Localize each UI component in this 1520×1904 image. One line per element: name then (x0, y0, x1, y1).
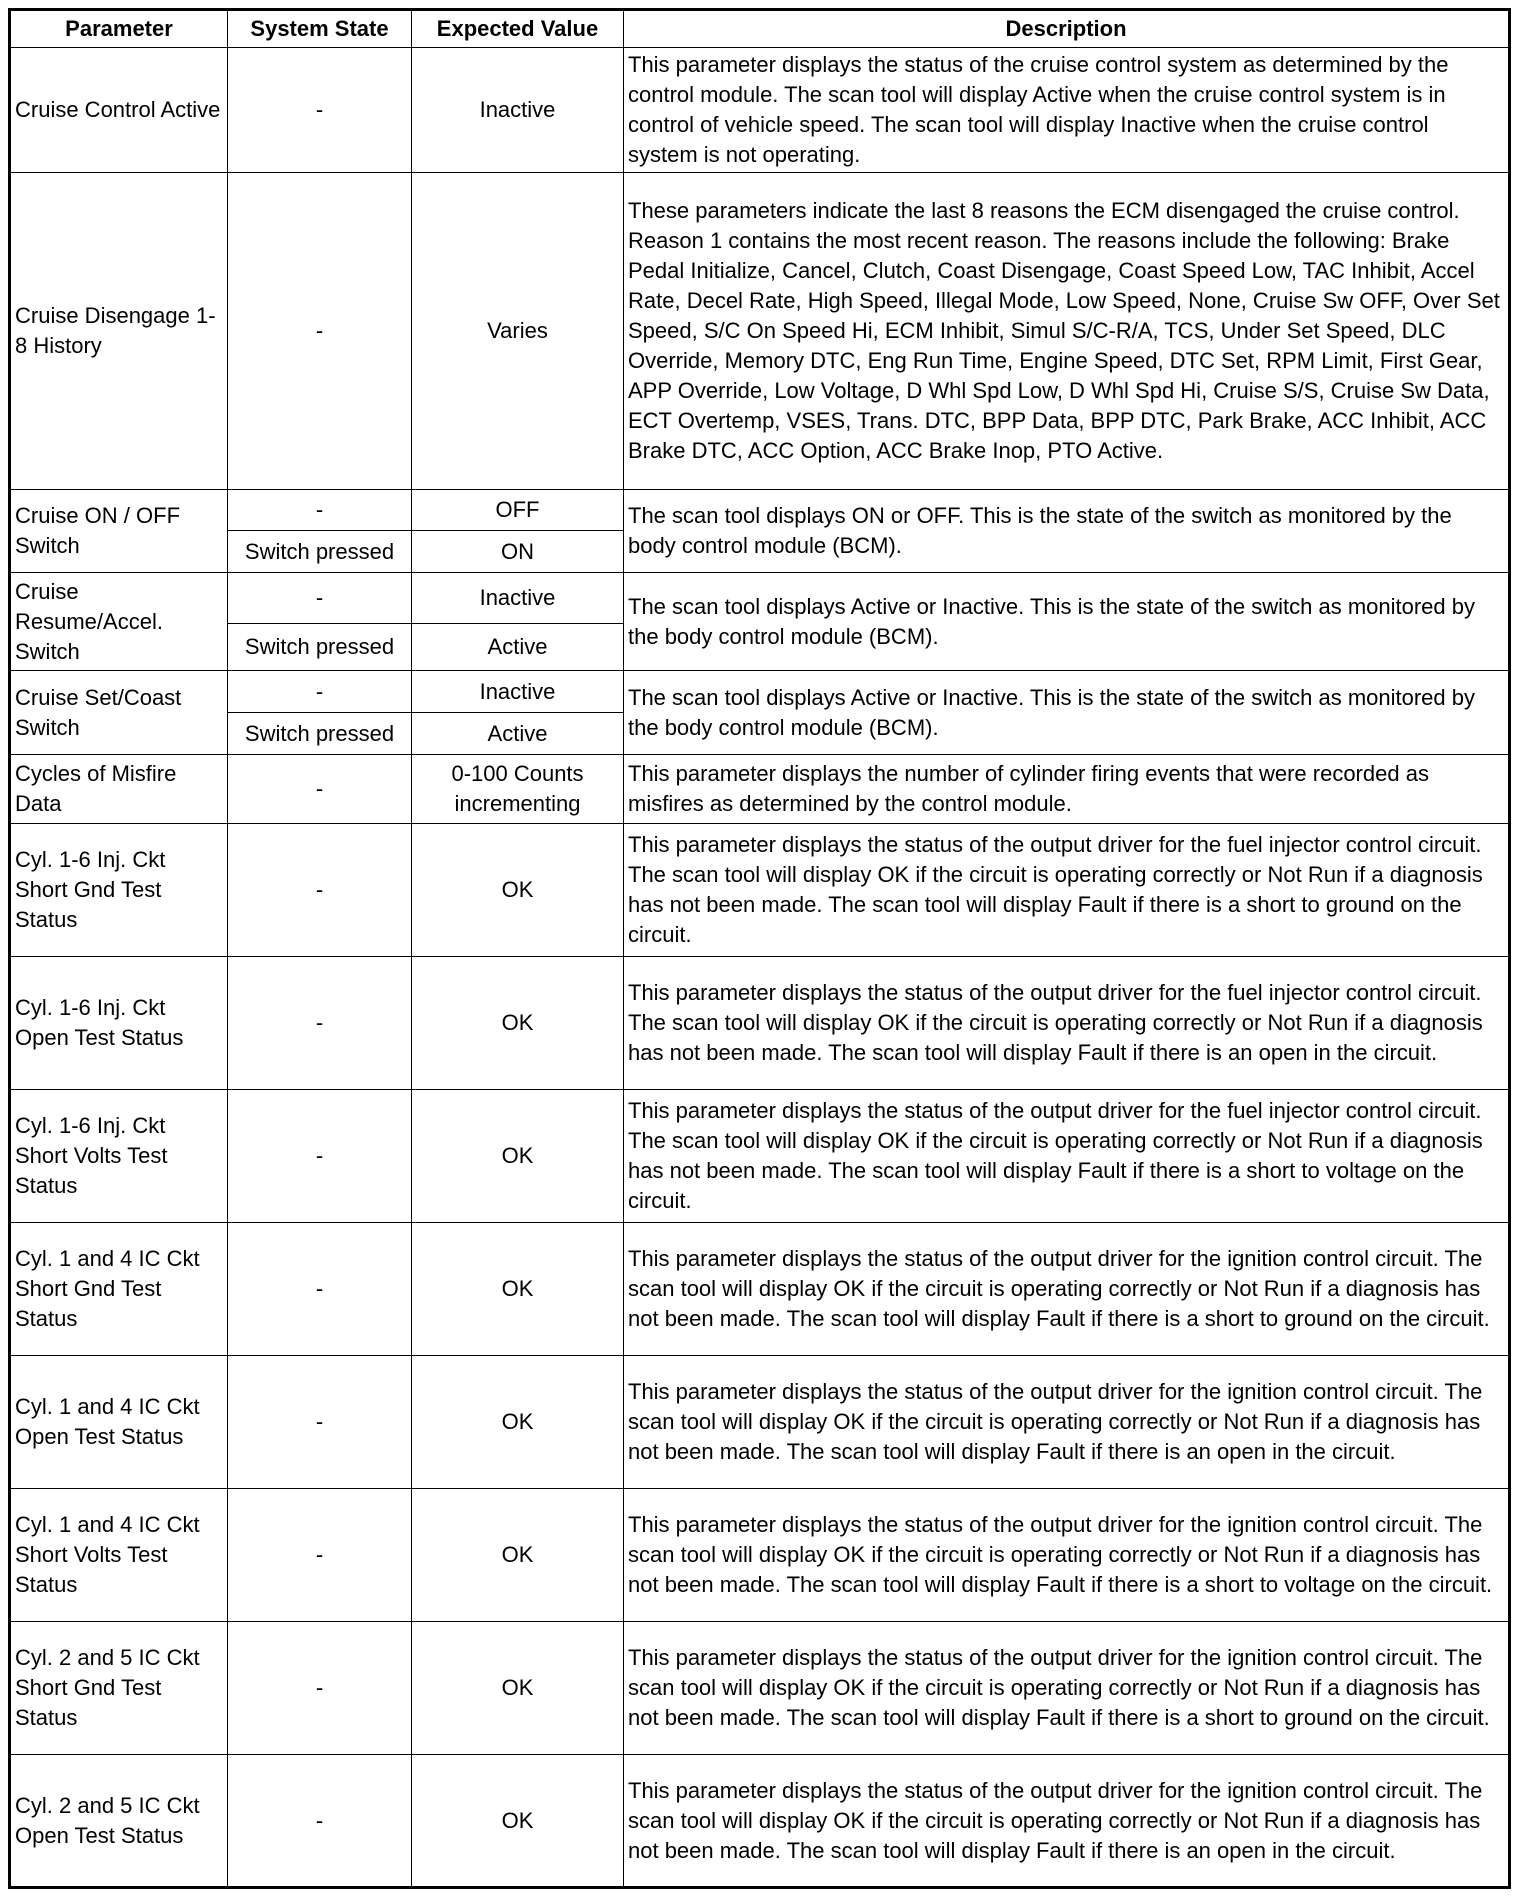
system-state-cell: - (228, 1356, 412, 1489)
expected-value-cell: OK (412, 1223, 624, 1356)
parameter-cell: Cruise ON / OFF Switch (10, 490, 228, 573)
parameter-cell: Cyl. 1 and 4 IC Ckt Short Volts Test Status (10, 1489, 228, 1622)
description-cell: This parameter displays the number of cylinder firing events that were recorded as misfires as determined by the control module. (624, 755, 1510, 824)
table-row (10, 1622, 1510, 1755)
description-cell: This parameter displays the status of the output driver for the ignition control circuit. The scan tool will display OK if the circuit is operating correctly or Not Run if a diagnosis has not been made. The scan tool will display Fault if there is an open in the circuit. (624, 1755, 1510, 1888)
header-expected-value: Expected Value (412, 10, 624, 48)
description-cell: The scan tool displays Active or Inactive. This is the state of the switch as monitored by the body control module (BCM). (624, 671, 1510, 755)
parameter-cell: Cyl. 2 and 5 IC Ckt Open Test Status (10, 1755, 228, 1888)
system-state-cell: - (228, 1223, 412, 1356)
system-state-cell: - (228, 48, 412, 173)
system-state-cell: - (228, 173, 412, 490)
description-cell: This parameter displays the status of the output driver for the fuel injector control circuit. The scan tool will display OK if the circuit is operating correctly or Not Run if a diagnosis has not been made. The scan tool will display Fault if there is an open in the circuit. (624, 957, 1510, 1090)
description-cell: The scan tool displays Active or Inactive. This is the state of the switch as monitored by the body control module (BCM). (624, 573, 1510, 671)
expected-value-cell: OK (412, 1356, 624, 1489)
system-state-cell: - (228, 824, 412, 957)
table-row (10, 671, 1510, 713)
system-state-cell: - (228, 573, 412, 624)
table-row (10, 1090, 1510, 1223)
system-state-cell: Switch pressed (228, 531, 412, 573)
expected-value-cell: 0-100 Counts incrementing (412, 755, 624, 824)
expected-value-cell: Inactive (412, 48, 624, 173)
system-state-cell: - (228, 1090, 412, 1223)
header-parameter: Parameter (10, 10, 228, 48)
expected-value-cell: OK (412, 1755, 624, 1888)
parameter-cell: Cruise Control Active (10, 48, 228, 173)
table-header-row (10, 10, 1510, 48)
expected-value-cell: OK (412, 824, 624, 957)
description-cell: This parameter displays the status of the output driver for the fuel injector control circuit. The scan tool will display OK if the circuit is operating correctly or Not Run if a diagnosis has not been made. The scan tool will display Fault if there is a short to ground on the circuit. (624, 824, 1510, 957)
parameter-cell: Cycles of Misfire Data (10, 755, 228, 824)
table-body (10, 48, 1510, 1888)
system-state-cell: - (228, 1489, 412, 1622)
system-state-cell: Switch pressed (228, 713, 412, 755)
expected-value-cell: OK (412, 1489, 624, 1622)
expected-value-cell: OK (412, 957, 624, 1090)
system-state-cell: - (228, 1622, 412, 1755)
parameter-cell: Cyl. 1-6 Inj. Ckt Short Volts Test Status (10, 1090, 228, 1223)
expected-value-cell: Inactive (412, 671, 624, 713)
table-row (10, 173, 1510, 490)
system-state-cell: Switch pressed (228, 624, 412, 671)
parameter-cell: Cruise Set/Coast Switch (10, 671, 228, 755)
expected-value-cell: Varies (412, 173, 624, 490)
description-cell: The scan tool displays ON or OFF. This is the state of the switch as monitored by the body control module (BCM). (624, 490, 1510, 573)
parameter-cell: Cyl. 1-6 Inj. Ckt Short Gnd Test Status (10, 824, 228, 957)
table-row (10, 1356, 1510, 1489)
table-row (10, 1489, 1510, 1622)
system-state-cell: - (228, 957, 412, 1090)
description-cell: This parameter displays the status of the output driver for the ignition control circuit. The scan tool will display OK if the circuit is operating correctly or Not Run if a diagnosis has not been made. The scan tool will display Fault if there is a short to ground on the circuit. (624, 1622, 1510, 1755)
description-cell: This parameter displays the status of the output driver for the ignition control circuit. The scan tool will display OK if the circuit is operating correctly or Not Run if a diagnosis has not been made. The scan tool will display Fault if there is a short to ground on the circuit. (624, 1223, 1510, 1356)
header-system-state: System State (228, 10, 412, 48)
parameter-cell: Cyl. 1 and 4 IC Ckt Short Gnd Test Status (10, 1223, 228, 1356)
table-row (10, 755, 1510, 824)
table-row (10, 1223, 1510, 1356)
parameter-cell: Cyl. 1 and 4 IC Ckt Open Test Status (10, 1356, 228, 1489)
parameter-table (8, 8, 1511, 1889)
parameter-cell: Cyl. 2 and 5 IC Ckt Short Gnd Test Status (10, 1622, 228, 1755)
system-state-cell: - (228, 671, 412, 713)
expected-value-cell: Inactive (412, 573, 624, 624)
parameter-cell: Cruise Resume/Accel. Switch (10, 573, 228, 671)
table-row (10, 573, 1510, 624)
expected-value-cell: ON (412, 531, 624, 573)
expected-value-cell: OK (412, 1090, 624, 1223)
table-row (10, 490, 1510, 531)
table-row (10, 48, 1510, 173)
parameter-table-container (8, 8, 1508, 1889)
table-row (10, 957, 1510, 1090)
system-state-cell: - (228, 755, 412, 824)
expected-value-cell: OFF (412, 490, 624, 531)
description-cell: This parameter displays the status of the output driver for the fuel injector control circuit. The scan tool will display OK if the circuit is operating correctly or Not Run if a diagnosis has not been made. The scan tool will display Fault if there is a short to voltage on the circuit. (624, 1090, 1510, 1223)
description-cell: These parameters indicate the last 8 reasons the ECM disengaged the cruise control. Reason 1 contains the most recent reason. The reasons include the following: Brake Pedal Initialize, Cancel, Clutch, Coast Disengage, Coast Speed Low, TAC Inhibit, Accel Rate, Decel Rate, High Speed, Illegal Mode, Low Speed, None, Cruise Sw OFF, Over Set Speed, S/C On Speed Hi, ECM Inhibit, Simul S/C-R/A, TCS, Under Set Speed, DLC Override, Memory DTC, Eng Run Time, Engine Speed, DTC Set, RPM Limit, First Gear, APP Override, Low Voltage, D Whl Spd Low, D Whl Spd Hi, Cruise S/S, Cruise Sw Data, ECT Overtemp, VSES, Trans. DTC, BPP Data, BPP DTC, Park Brake, ACC Inhibit, ACC Brake DTC, ACC Option, ACC Brake Inop, PTO Active. (624, 173, 1510, 490)
system-state-cell: - (228, 1755, 412, 1888)
expected-value-cell: Active (412, 713, 624, 755)
description-cell: This parameter displays the status of the output driver for the ignition control circuit. The scan tool will display OK if the circuit is operating correctly or Not Run if a diagnosis has not been made. The scan tool will display Fault if there is an open in the circuit. (624, 1356, 1510, 1489)
expected-value-cell: OK (412, 1622, 624, 1755)
expected-value-cell: Active (412, 624, 624, 671)
header-description: Description (624, 10, 1510, 48)
description-cell: This parameter displays the status of the cruise control system as determined by the control module. The scan tool will display Active when the cruise control system is in control of vehicle speed. The scan tool will display Inactive when the cruise control system is not operating. (624, 48, 1510, 173)
table-row (10, 824, 1510, 957)
parameter-cell: Cyl. 1-6 Inj. Ckt Open Test Status (10, 957, 228, 1090)
description-cell: This parameter displays the status of the output driver for the ignition control circuit. The scan tool will display OK if the circuit is operating correctly or Not Run if a diagnosis has not been made. The scan tool will display Fault if there is a short to voltage on the circuit. (624, 1489, 1510, 1622)
system-state-cell: - (228, 490, 412, 531)
table-row (10, 1755, 1510, 1888)
parameter-cell: Cruise Disengage 1-8 History (10, 173, 228, 490)
